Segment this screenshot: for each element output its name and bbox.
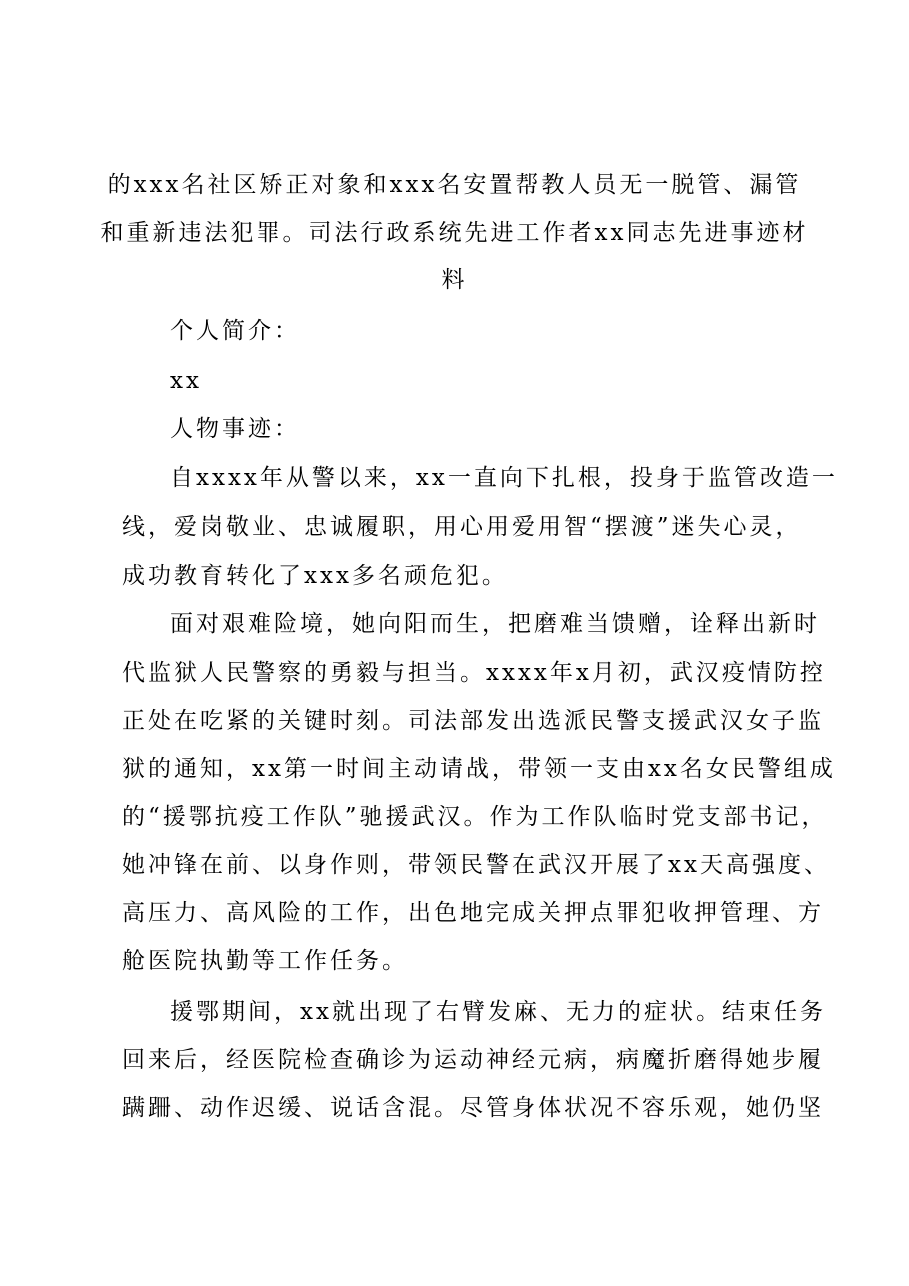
section-label-intro: 个人简介： bbox=[170, 318, 300, 344]
paragraph-2-line-1: 面对艰难险境，她向阳而生，把磨难当馈赠，诠释出新时 bbox=[170, 611, 820, 637]
text-line-2: 和重新违法犯罪。司法行政系统先进工作者xx同志先进事迹材 bbox=[100, 220, 809, 246]
paragraph-2-line-8: 舱医院执勤等工作任务。 bbox=[122, 948, 408, 974]
section-label-deeds: 人物事迹： bbox=[170, 416, 300, 442]
text-line-3: 料 bbox=[441, 267, 468, 293]
text-line-1: 的xxx名社区矫正对象和xxx名安置帮教人员无一脱管、漏管 bbox=[107, 172, 802, 198]
paragraph-1-line-2: 线，爱岗敬业、忠诚履职，用心用爱用智“摆渡”迷失心灵， bbox=[122, 514, 802, 540]
paragraph-3-line-1: 援鄂期间，xx就出现了右臂发麻、无力的症状。结束任务 bbox=[170, 999, 826, 1025]
intro-name: xx bbox=[170, 368, 202, 394]
paragraph-2-line-3: 正处在吃紧的关键时刻。司法部发出选派民警支援武汉女子监 bbox=[122, 708, 824, 734]
paragraph-3-line-2: 回来后，经医院检查确诊为运动神经元病，病魔折磨得她步履 bbox=[122, 1047, 824, 1073]
paragraph-2-line-5: 的“援鄂抗疫工作队”驰援武汉。作为工作队临时党支部书记， bbox=[122, 804, 828, 830]
paragraph-2-line-7: 高压力、高风险的工作，出色地完成关押点罪犯收押管理、方 bbox=[122, 900, 824, 926]
paragraph-1-line-3: 成功教育转化了xxx多名顽危犯。 bbox=[122, 563, 508, 589]
paragraph-2-line-2: 代监狱人民警察的勇毅与担当。xxxx年x月初，武汉疫情防控 bbox=[122, 660, 826, 686]
paragraph-2-line-6: 她冲锋在前、以身作则，带领民警在武汉开展了xx天高强度、 bbox=[122, 852, 830, 878]
paragraph-3-line-3: 蹒跚、动作迟缓、说话含混。尽管身体状况不容乐观，她仍坚 bbox=[122, 1095, 824, 1121]
paragraph-1-line-1: 自xxxx年从警以来，xx一直向下扎根，投身于监管改造一 bbox=[170, 465, 838, 491]
paragraph-2-line-4: 狱的通知，xx第一时间主动请战，带领一支由xx名女民警组成 bbox=[122, 756, 836, 782]
